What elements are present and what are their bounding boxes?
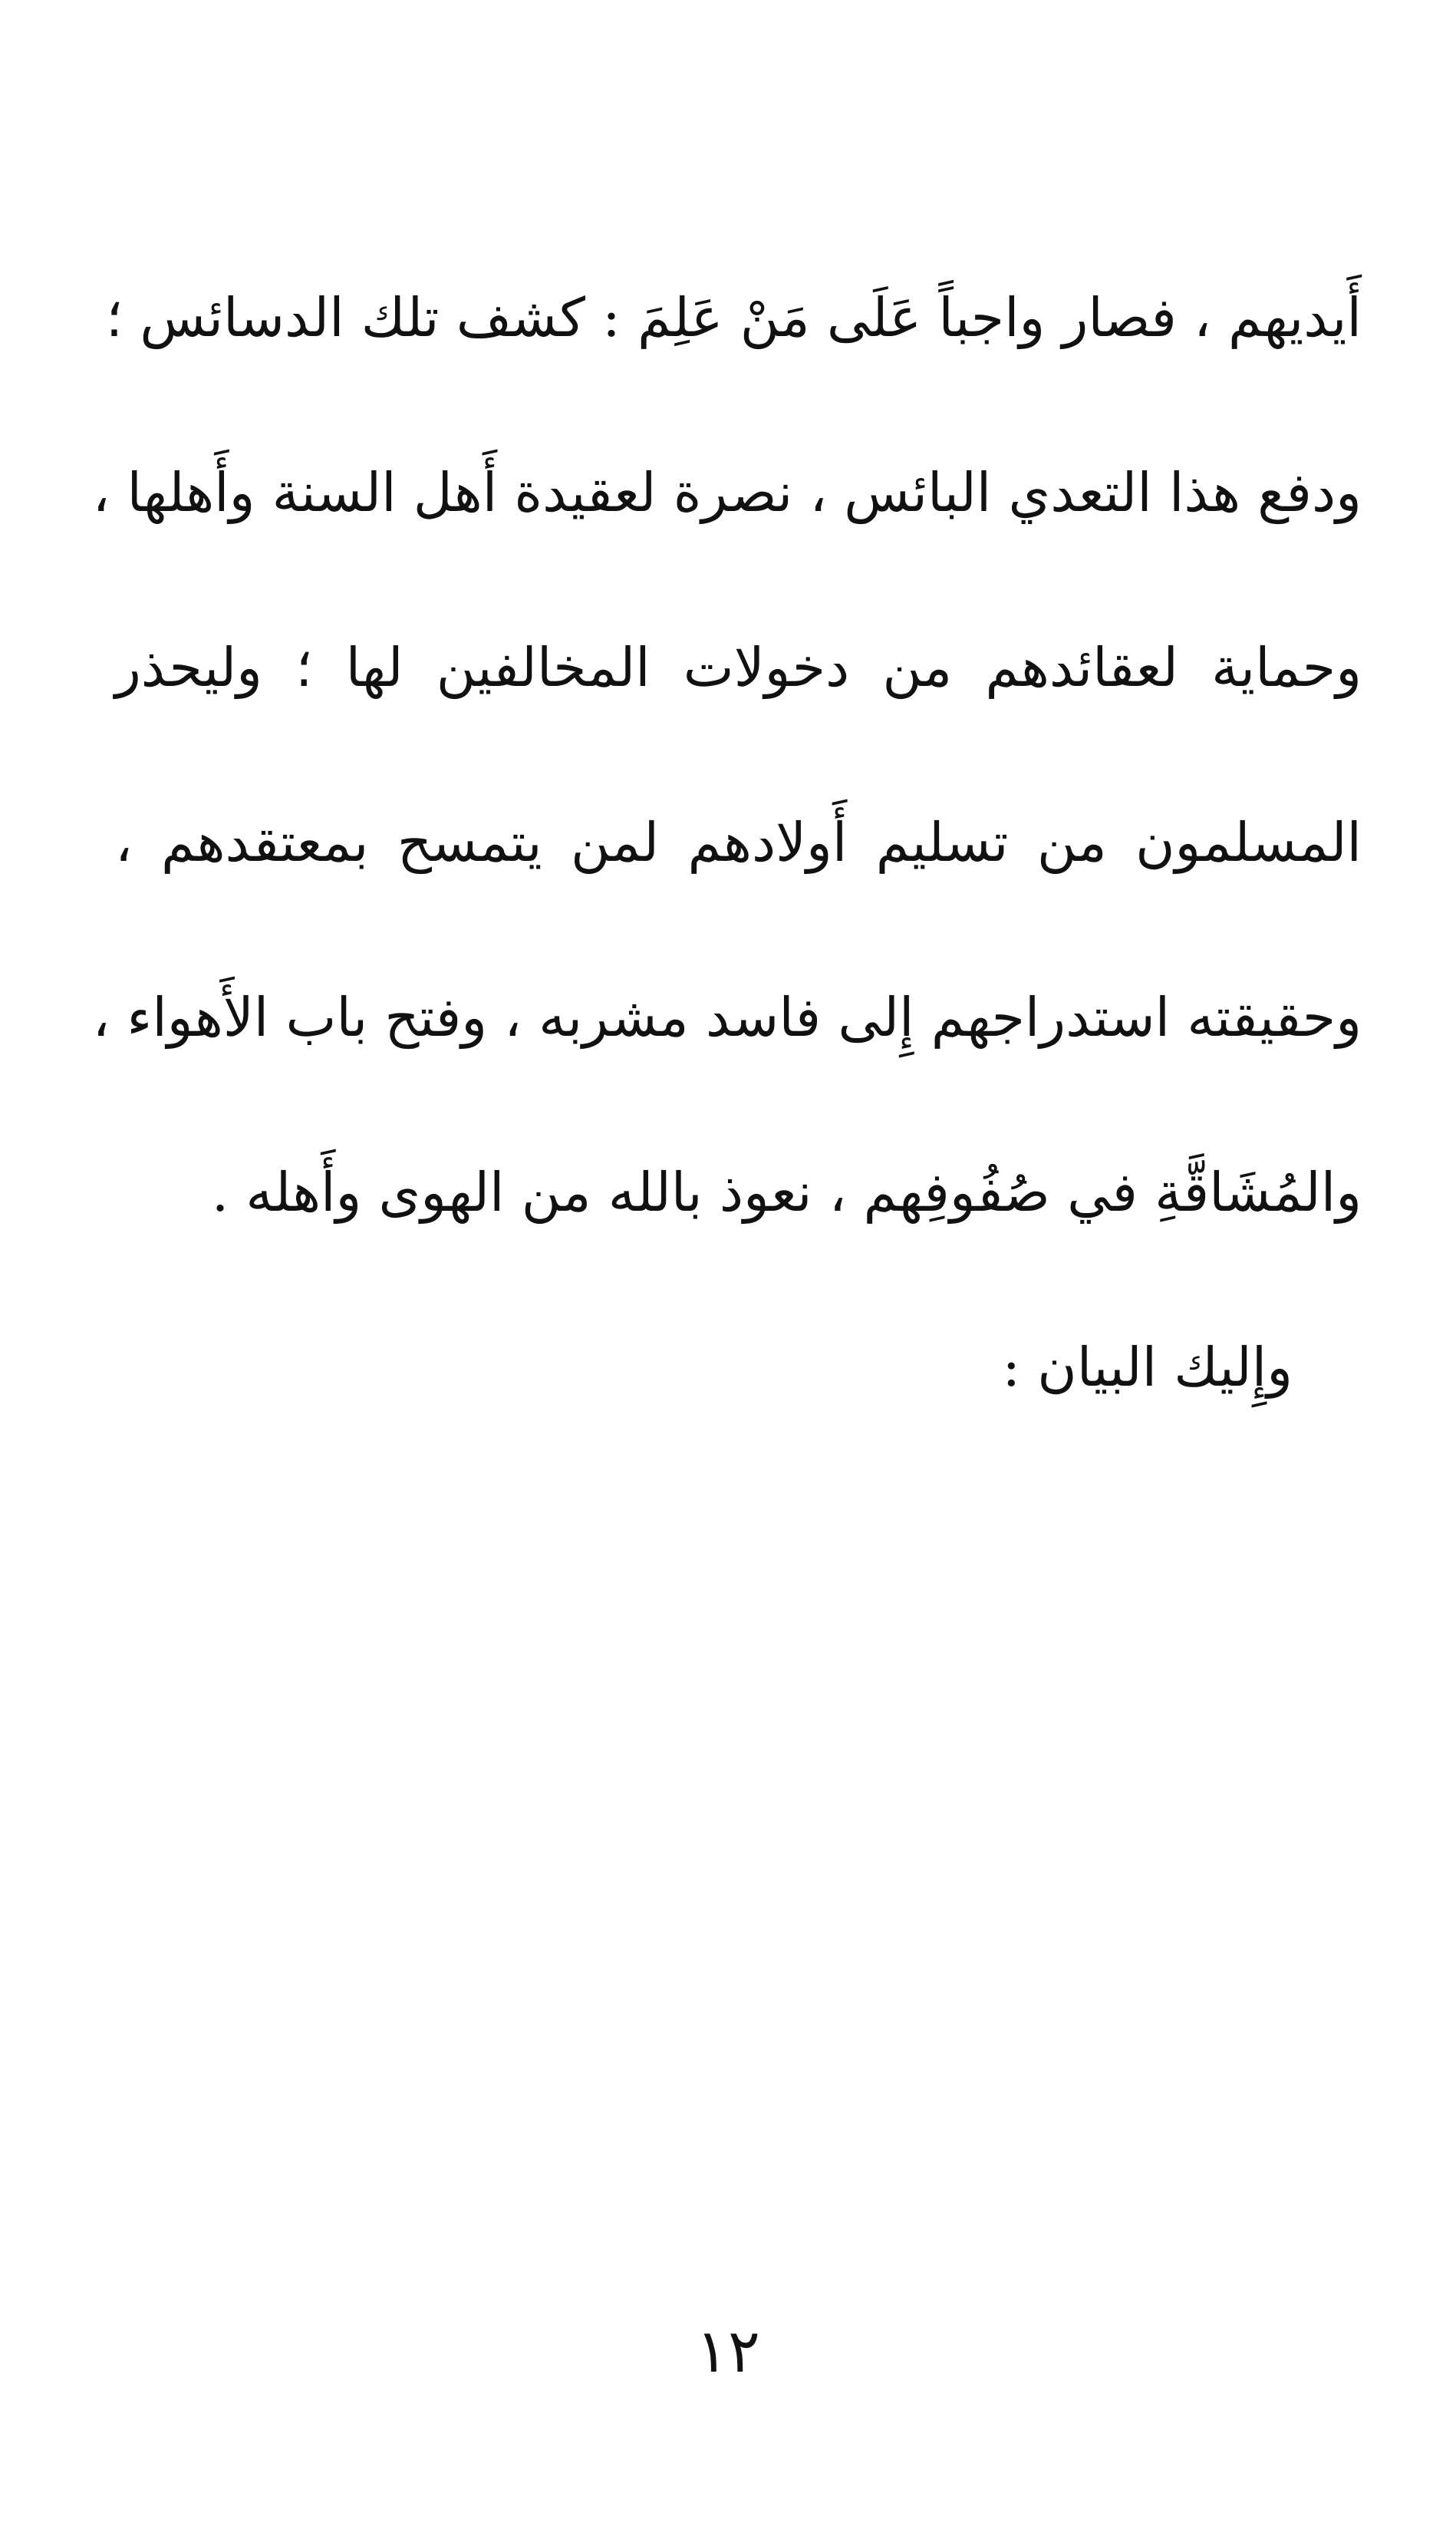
page-number: ١٢ [696, 2317, 760, 2386]
text-line-1: أَيديهم ، فصار واجباً عَلَى مَنْ عَلِمَ : كشف تلك الدسائس ؛ [105, 286, 1362, 349]
closing-line: وإِليك البيان : [1002, 1336, 1293, 1399]
text-line-4: المسلمون من تسليم أَولادهم لمن يتمسح بمعتقدهم ، [115, 811, 1362, 874]
text-line-3: وحماية لعقائدهم من دخولات المخالفين لها ؛ وليحذر [115, 636, 1362, 699]
body-text [92, 230, 1362, 1455]
text-line-6: والمُشَاقَّةِ في صُفُوفِهم ، نعوذ بالله من الهوى وأَهله . [211, 1161, 1362, 1224]
text-line-5: وحقيقته استدراجهم إِلى فاسد مشربه ، وفتح باب الأَهواء ، [92, 986, 1362, 1049]
text-line-2: ودفع هذا التعدي البائس ، نصرة لعقيدة أَهل السنة وأَهلها ، [92, 461, 1362, 524]
